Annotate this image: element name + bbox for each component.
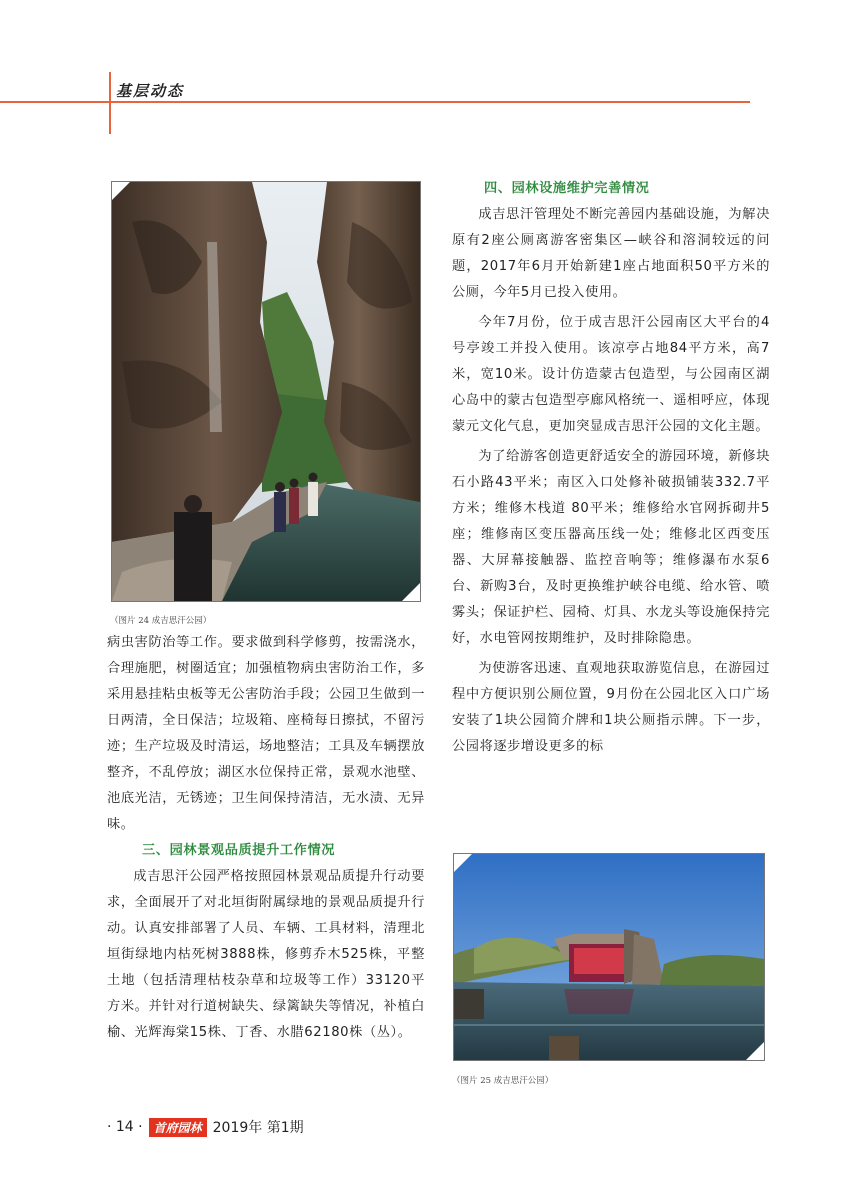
left-paragraph-1: 病虫害防治等工作。要求做到科学修剪，按需浇水，合理施肥，树圈适宜；加强植物病虫害防治工作，多采用悬挂粘虫板等无公害防治手段；公园卫生做到一日两清，全日保洁；垃圾箱、座椅每日擦拭，不留污迹；生产垃圾及时清运，场地整洁；工具及车辆摆放整齐，不乱停放；湖区水位保持正常，景观水池壁、池底光洁，无锈迹；卫生间保持清洁，无水渍、无异味。 [107, 635, 425, 832]
magazine-logo: 首府园林 [149, 1118, 207, 1137]
page-number: · 14 · [107, 1119, 143, 1135]
right-paragraph-1: 成吉思汗管理处不断完善园内基础设施，为解决原有2座公厕离游客密集区—峡谷和溶洞较远的问题，2017年6月开始新建1座占地面积50平方米的公厕，今年5月已投入使用。 [452, 207, 770, 300]
right-paragraph-3: 为了给游客创造更舒适安全的游园环境，新修块石小路43平米；南区入口处修补破损铺装332.7平方米；维修木栈道 80平米；维修给水官网拆砌井5座；维修南区变压器高压线一处；维修北区西变压器、大屏幕接触器、监控音响等；维修瀑布水泵6台、新购3台，及时更换维护峡谷电缆、给水管、喷雾头；保证护栏、园椅、灯具、水龙头等设施保持完好，水电管网按期维护，及时排除隐患。 [452, 449, 770, 646]
photo2-caption: （图片 25 成吉思汗公园） [452, 1076, 554, 1086]
right-column [452, 176, 770, 760]
page-footer [107, 1117, 304, 1137]
issue-label: 2019年 第1期 [212, 1120, 304, 1136]
heading-section-3: 三、园林景观品质提升工作情况 [142, 843, 336, 858]
header-vertical-rule [109, 72, 111, 134]
left-column [107, 630, 425, 1046]
header-rule [0, 101, 750, 103]
right-paragraph-2: 今年7月份，位于成吉思汗公园南区大平台的4号亭竣工并投入使用。该凉亭占地84平方米，高7米，宽10米。设计仿造蒙古包造型，与公园南区湖心岛中的蒙古包造型亭廊风格统一、遥相呼应，体现蒙元文化气息，更加突显成吉思汗公园的文化主题。 [452, 315, 770, 434]
photo-lake [453, 853, 765, 1061]
right-paragraph-4: 为使游客迅速、直观地获取游览信息，在游园过程中方便识别公厕位置，9月份在公园北区入口广场安装了1块公园简介牌和1块公厕指示牌。下一步，公园将逐步增设更多的标 [452, 661, 770, 754]
lake-illustration [454, 854, 764, 1060]
section-title: 基层动态 [116, 82, 185, 100]
heading-section-4: 四、园林设施维护完善情况 [484, 181, 650, 196]
canyon-illustration [112, 182, 420, 601]
photo1-caption: （图片 24 成吉思汗公园） [110, 616, 212, 626]
left-paragraph-2: 成吉思汗公园严格按照园林景观品质提升行动要求，全面展开了对北垣街附属绿地的景观品质提升行动。认真安排部署了人员、车辆、工具材料，清理北垣街绿地内枯死树3888株，修剪乔木525株，平整土地（包括清理枯枝杂草和垃圾等工作）33120平方米。并针对行道树缺失、绿篱缺失等情况，补植白榆、光辉海棠15株、丁香、水腊62180株（丛）。 [107, 869, 425, 1040]
photo-canyon [111, 181, 421, 602]
